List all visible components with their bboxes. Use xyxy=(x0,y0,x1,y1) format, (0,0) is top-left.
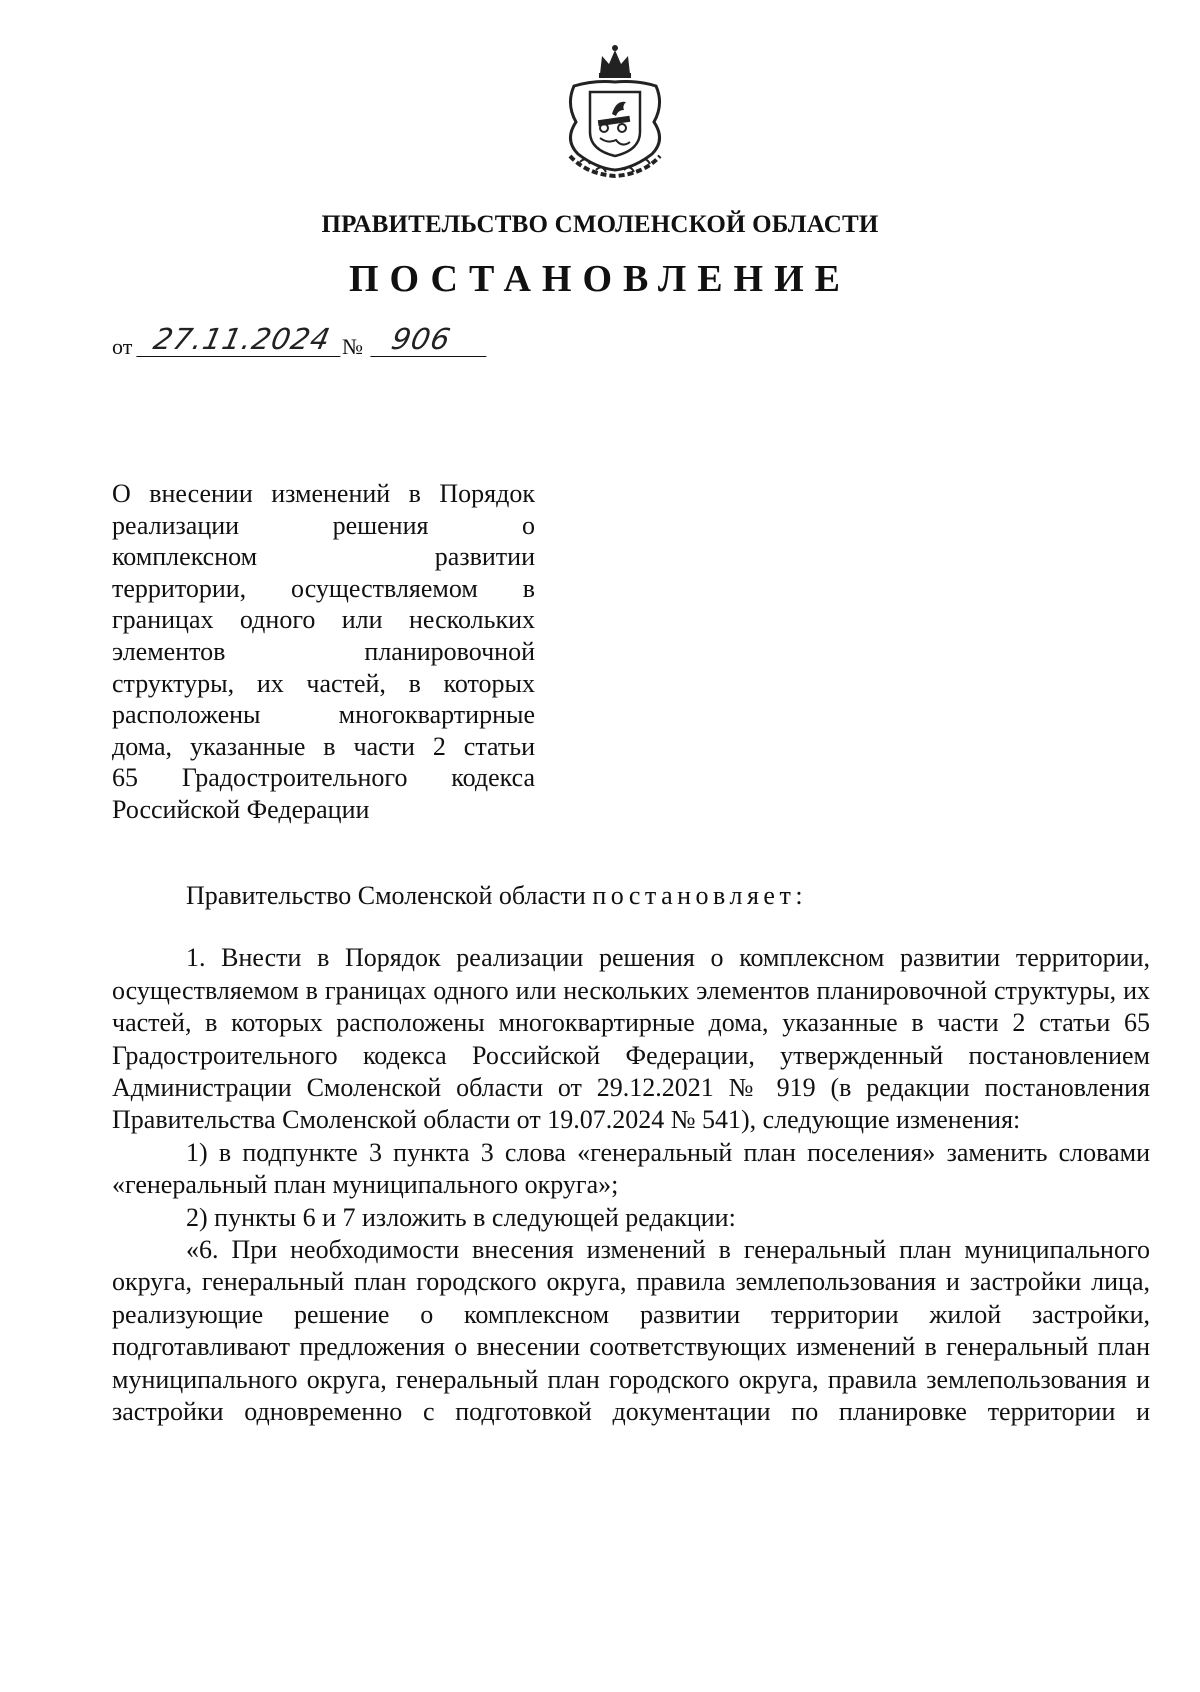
subject-line: Российской Федерации xyxy=(112,794,370,824)
date-value: 27.11.2024 xyxy=(136,322,347,357)
document-type-title: ПОСТАНОВЛЕНИЕ xyxy=(348,258,852,300)
subitem-1: 1) в подпункте 3 пункта 3 слова «генеральный план поселения» заменить словами «генеральный план муниципального округа»; xyxy=(112,1137,1150,1200)
coat-of-arms-icon xyxy=(556,44,674,180)
organization-name: ПРАВИТЕЛЬСТВО СМОЛЕНСКОЙ ОБЛАСТИ xyxy=(321,211,879,238)
subject-line: комплексном развитии xyxy=(112,542,535,572)
subject-line: реализации решения о xyxy=(112,510,535,540)
subject-line: 65 Градостроительного кодекса xyxy=(112,763,535,793)
document-subject xyxy=(112,478,535,826)
number-value: 906 xyxy=(370,322,493,357)
subitem-2: 2) пункты 6 и 7 изложить в следующей редакции: xyxy=(186,1202,736,1232)
quoted-point-6: «6. При необходимости внесения изменений в генеральный план муниципального округа, генеральный план городского округа, правила землепользования и застройки лица, реализующие решение о комплексном развитии территории жилой застройки, подготавливают предложения о внесении соответствующих изменений в генеральный план муниципального округа, генеральный план городского округа, правила землепользования и застройки одновременно с подготовкой документации по планировке территории и xyxy=(112,1235,1150,1427)
preamble-colon: : xyxy=(795,881,803,910)
subject-line: элементов планировочной xyxy=(112,636,535,666)
from-label: от xyxy=(112,334,133,359)
date-number-line xyxy=(112,322,542,362)
subject-line: дома, указанные в части 2 статьи xyxy=(112,731,535,761)
document-body xyxy=(112,880,1150,1429)
subject-line: О внесении изменений в Порядок xyxy=(112,479,535,508)
subject-line: расположены многоквартирные xyxy=(112,700,535,730)
number-label: № xyxy=(342,334,363,359)
subject-line: структуры, их частей, в которых xyxy=(112,668,535,698)
preamble-text: Правительство Смоленской области xyxy=(186,881,586,910)
preamble-verb: постановляет xyxy=(592,881,796,910)
subject-line: территории, осуществляемом в xyxy=(112,573,535,603)
subject-line: границах одного или нескольких xyxy=(112,605,535,635)
item-1: 1. Внести в Порядок реализации решения о комплексном развитии территории, осуществляемом в границах одного или нескольких элементов планировочной структуры, их частей, в которых расположены многоквартирные дома, указанные в части 2 статьи 65 Градостроительного кодекса Российской Федерации, утвержденный постановлением Администрации Смоленской области от 29.12.2021 № 919 (в редакции постановления Правительства Смоленской области от 19.07.2024 № 541), следующие изменения: xyxy=(112,943,1150,1135)
preamble xyxy=(112,880,1150,912)
